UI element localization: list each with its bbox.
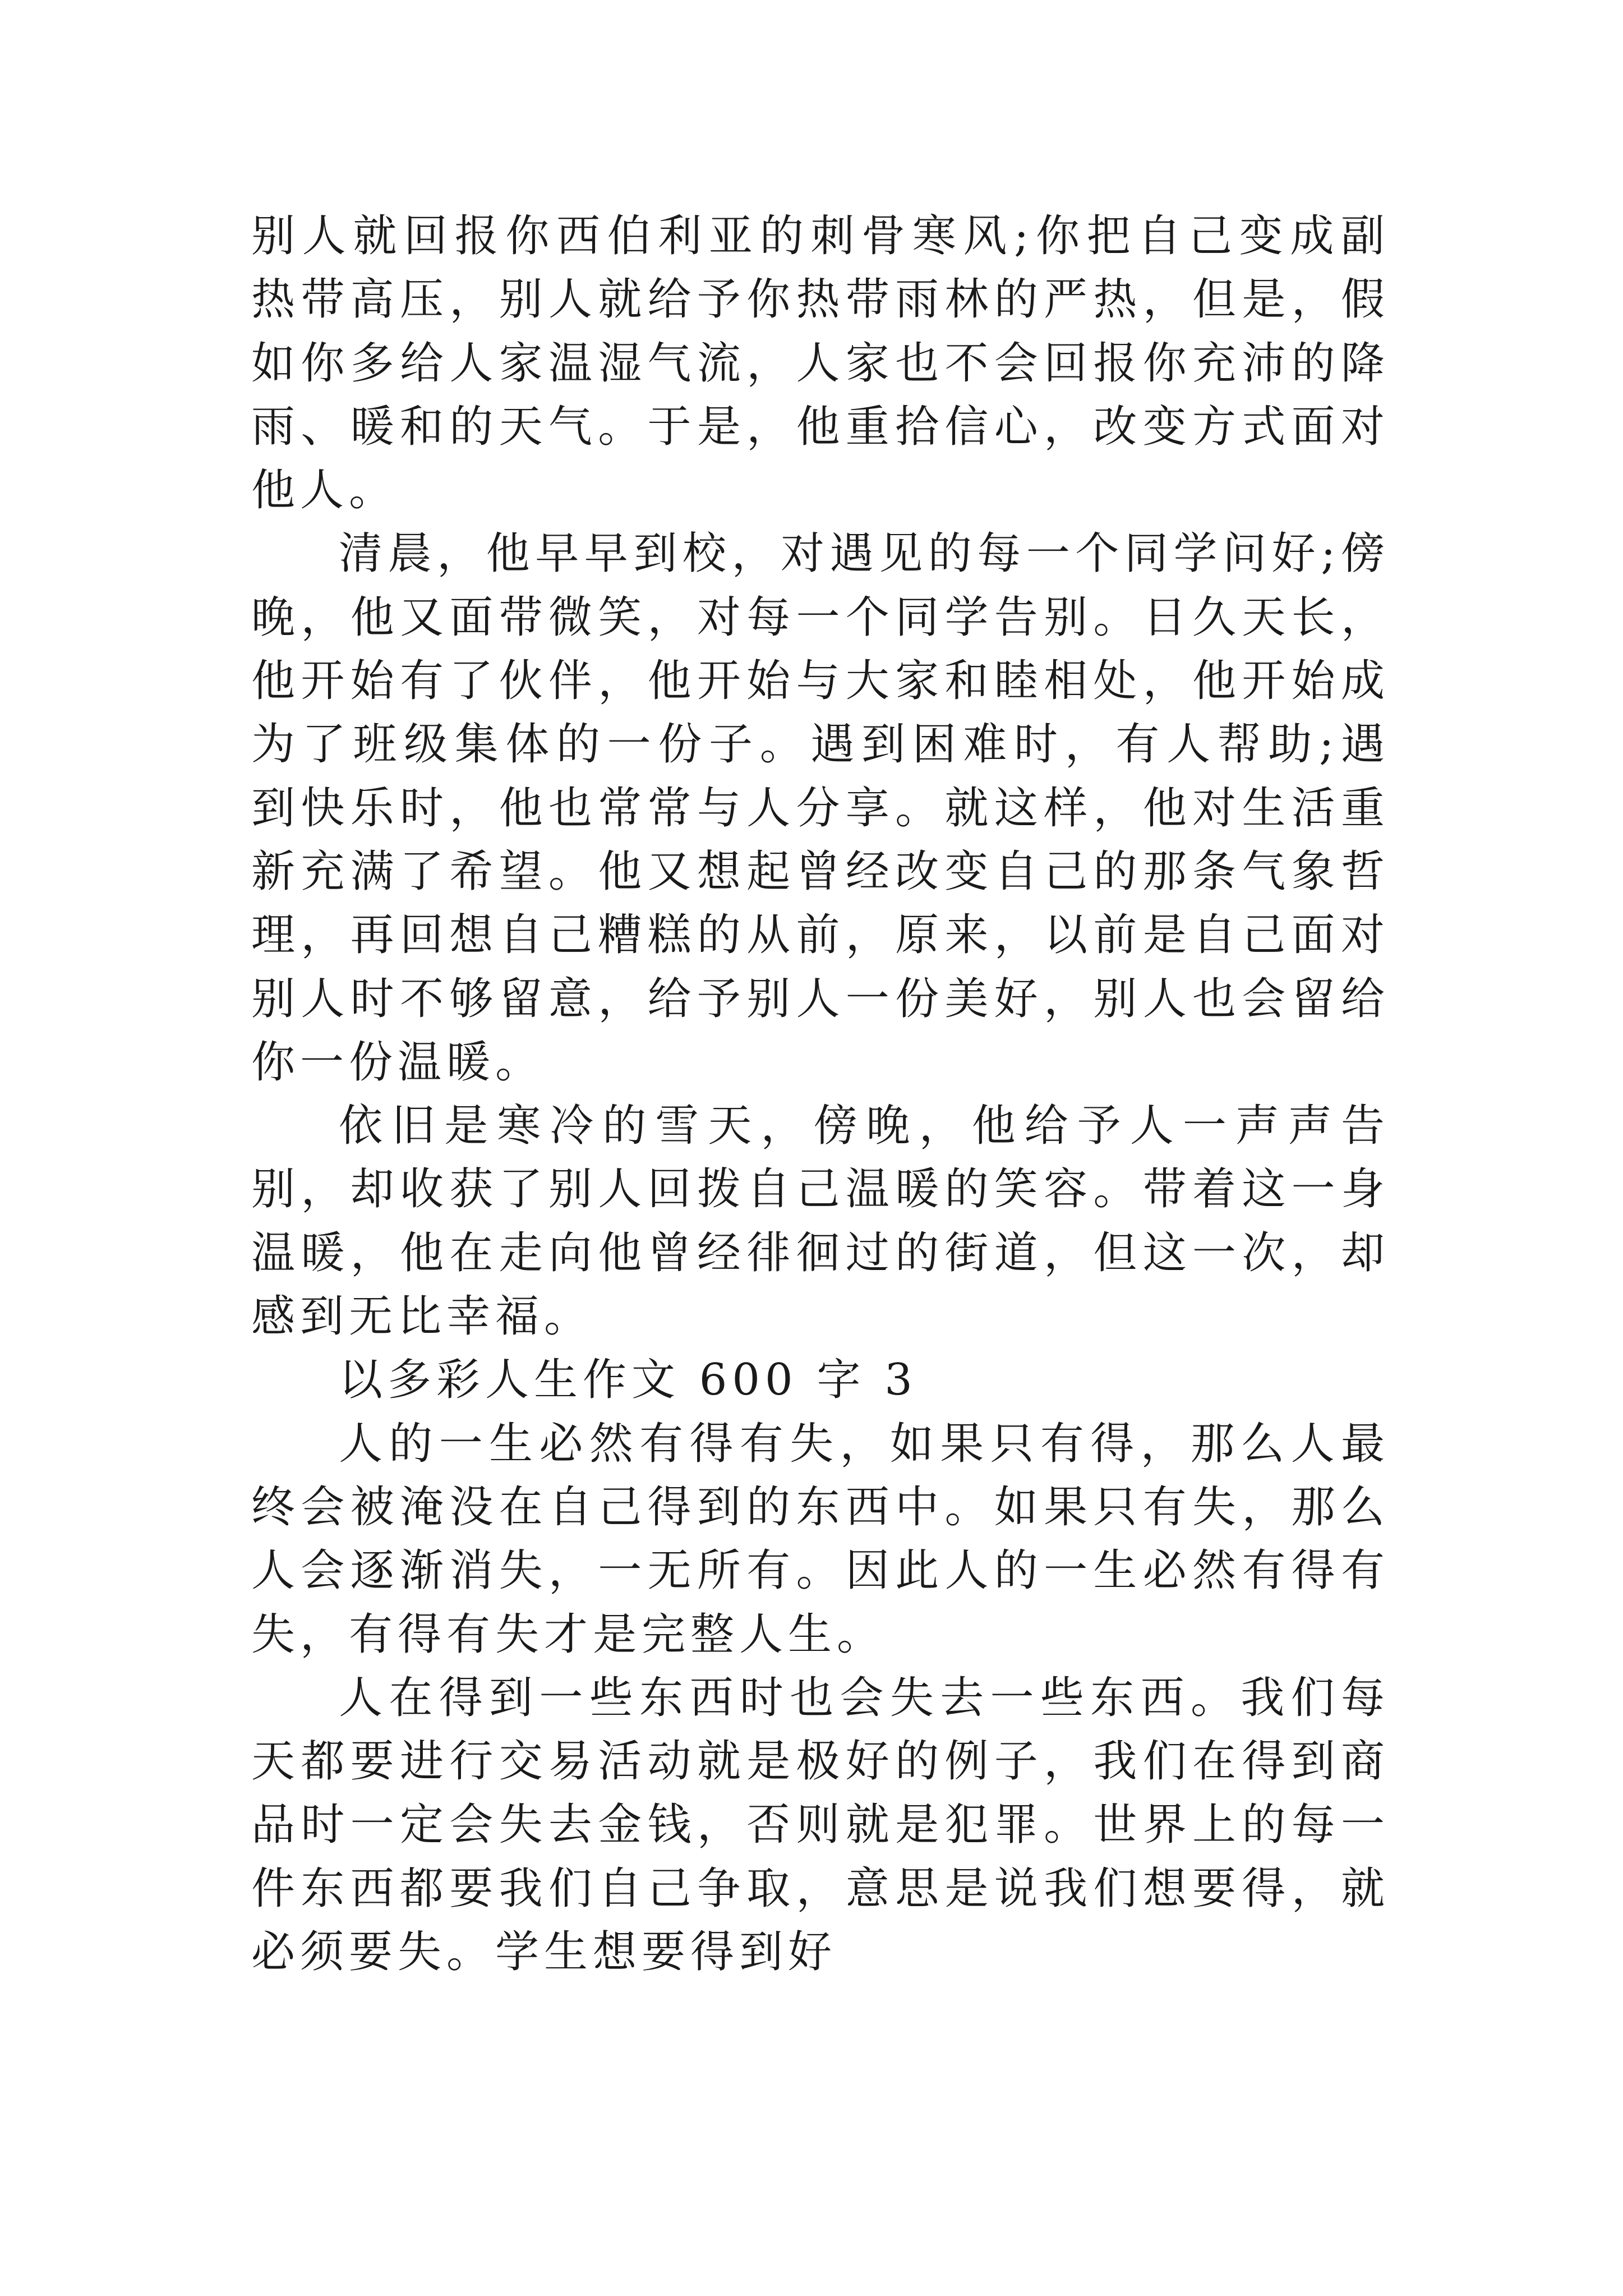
paragraph-2: 清晨，他早早到校，对遇见的每一个同学问好;傍晚，他又面带微笑，对每一个同学告别。日久天长，他开始有了伙伴，他开始与大家和睦相处，他开始成为了班级集体的一份子。遇到困难时，有人帮助;遇到快乐时，他也常常与人分享。就这样，他对生活重新充满了希望。他又想起曾经改变自己的那条气象哲理，再回想自己糟糕的从前，原来，以前是自己面对别人时不够留意，给予别人一份美好，别人也会留给你一份温暖。 [251, 528, 1390, 1088]
section-heading: 以多彩人生作文 600 字 3 [339, 1355, 917, 1406]
paragraph-1: 别人就回报你西伯利亚的刺骨寒风;你把自己变成副热带高压，别人就给予你热带雨林的严热，但是，假如你多给人家温湿气流，人家也不会回报你充沛的降雨、暖和的天气。于是，他重拾信心，改变方式面对他人。 [251, 211, 1390, 516]
paragraph-4: 人的一生必然有得有失，如果只有得，那么人最终会被淹没在自己得到的东西中。如果只有失，那么人会逐渐消失，一无所有。因此人的一生必然有得有失，有得有失才是完整人生。 [251, 1418, 1390, 1660]
paragraph-3: 依旧是寒冷的雪天，傍晚，他给予人一声声告别，却收获了别人回拨自己温暖的笑容。带着这一身温暖，他在走向他曾经徘徊过的街道，但这一次，却感到无比幸福。 [251, 1101, 1390, 1342]
document-body [251, 205, 1390, 1984]
paragraph-5: 人在得到一些东西时也会失去一些东西。我们每天都要进行交易活动就是极好的例子，我们在得到商品时一定会失去金钱，否则就是犯罪。世界上的每一件东西都要我们自己争取，意思是说我们想要得，就必须要失。学生想要得到好 [251, 1672, 1390, 1978]
